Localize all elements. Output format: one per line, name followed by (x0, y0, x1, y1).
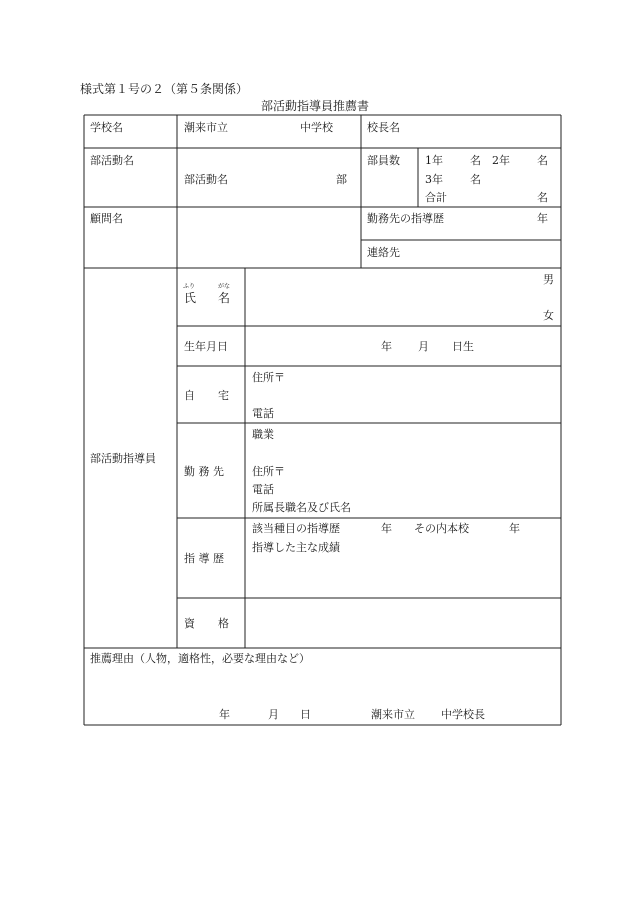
gender-male: 男 (543, 273, 554, 286)
history-label: 指 導 歴 (184, 552, 224, 565)
school-suffix: 中学校 (300, 121, 333, 134)
work-address-label: 住所〒 (252, 465, 285, 478)
occupation-label: 職業 (252, 428, 274, 441)
reason-day-unit: 日 (300, 708, 311, 721)
work-label: 勤 務 先 (184, 465, 224, 478)
reason-label: 推薦理由（人物，適格性，必要な理由など） (90, 652, 310, 665)
history-line-label: 該当種目の指導歴 (252, 522, 340, 535)
principal-label: 校長名 (367, 121, 400, 134)
grade1-label: 1年 (425, 154, 443, 167)
name-ruby-1: ふり (183, 283, 196, 290)
school-label: 学校名 (90, 121, 123, 134)
birth-year-unit: 年 (381, 340, 392, 353)
club-name-label: 部活動名 (184, 173, 228, 186)
birth-month-unit: 月 (418, 340, 429, 353)
home-address-label: 住所〒 (252, 371, 285, 384)
school-city: 潮来市立 (184, 121, 228, 134)
instructor-label: 部活動指導員 (90, 452, 156, 465)
form-number: 様式第１号の２（第５条関係） (80, 82, 249, 96)
history-year-unit: 年 (381, 522, 392, 535)
achievements-label: 指導した主な成績 (252, 541, 340, 554)
qualification-label-2: 格 (218, 617, 229, 630)
reason-principal: 中学校長 (441, 708, 485, 721)
birth-day-unit: 日生 (452, 340, 474, 353)
advisor-history-label: 勤務先の指導歴 (367, 212, 444, 225)
home-label-2: 宅 (218, 389, 229, 402)
reason-city: 潮来市立 (371, 708, 415, 721)
form-title: 部活動指導員推薦書 (260, 99, 369, 113)
home-phone-label: 電話 (252, 407, 274, 420)
qualification-label-1: 資 (184, 617, 195, 630)
grade2-label: 2年 (492, 154, 510, 167)
grade1-unit: 名 (470, 154, 481, 167)
work-phone-label: 電話 (252, 483, 274, 496)
club-label: 部活動名 (90, 154, 134, 167)
gender-female: 女 (543, 309, 554, 322)
total-unit: 名 (537, 191, 548, 204)
grade2-unit: 名 (537, 154, 548, 167)
affiliation-label: 所属長職名及び氏名 (252, 501, 351, 514)
reason-month-unit: 月 (268, 708, 279, 721)
name-ruby-2: がな (218, 283, 231, 290)
grade3-unit: 名 (470, 173, 481, 186)
total-label: 合計 (425, 191, 447, 204)
birth-label: 生年月日 (184, 340, 228, 353)
name-label-1: 氏 (184, 291, 197, 305)
member-count-label: 部員数 (367, 154, 400, 167)
advisor-label: 顧問名 (90, 212, 123, 225)
reason-year-unit: 年 (219, 708, 230, 721)
history-year-unit-2: 年 (509, 522, 520, 535)
grade3-label: 3年 (425, 173, 443, 186)
history-in-school-label: その内本校 (414, 522, 469, 535)
advisor-history-unit: 年 (537, 212, 548, 225)
contact-label: 連絡先 (367, 246, 400, 259)
home-label-1: 自 (184, 389, 195, 402)
club-name-suffix: 部 (336, 173, 347, 186)
name-label-2: 名 (218, 291, 231, 305)
